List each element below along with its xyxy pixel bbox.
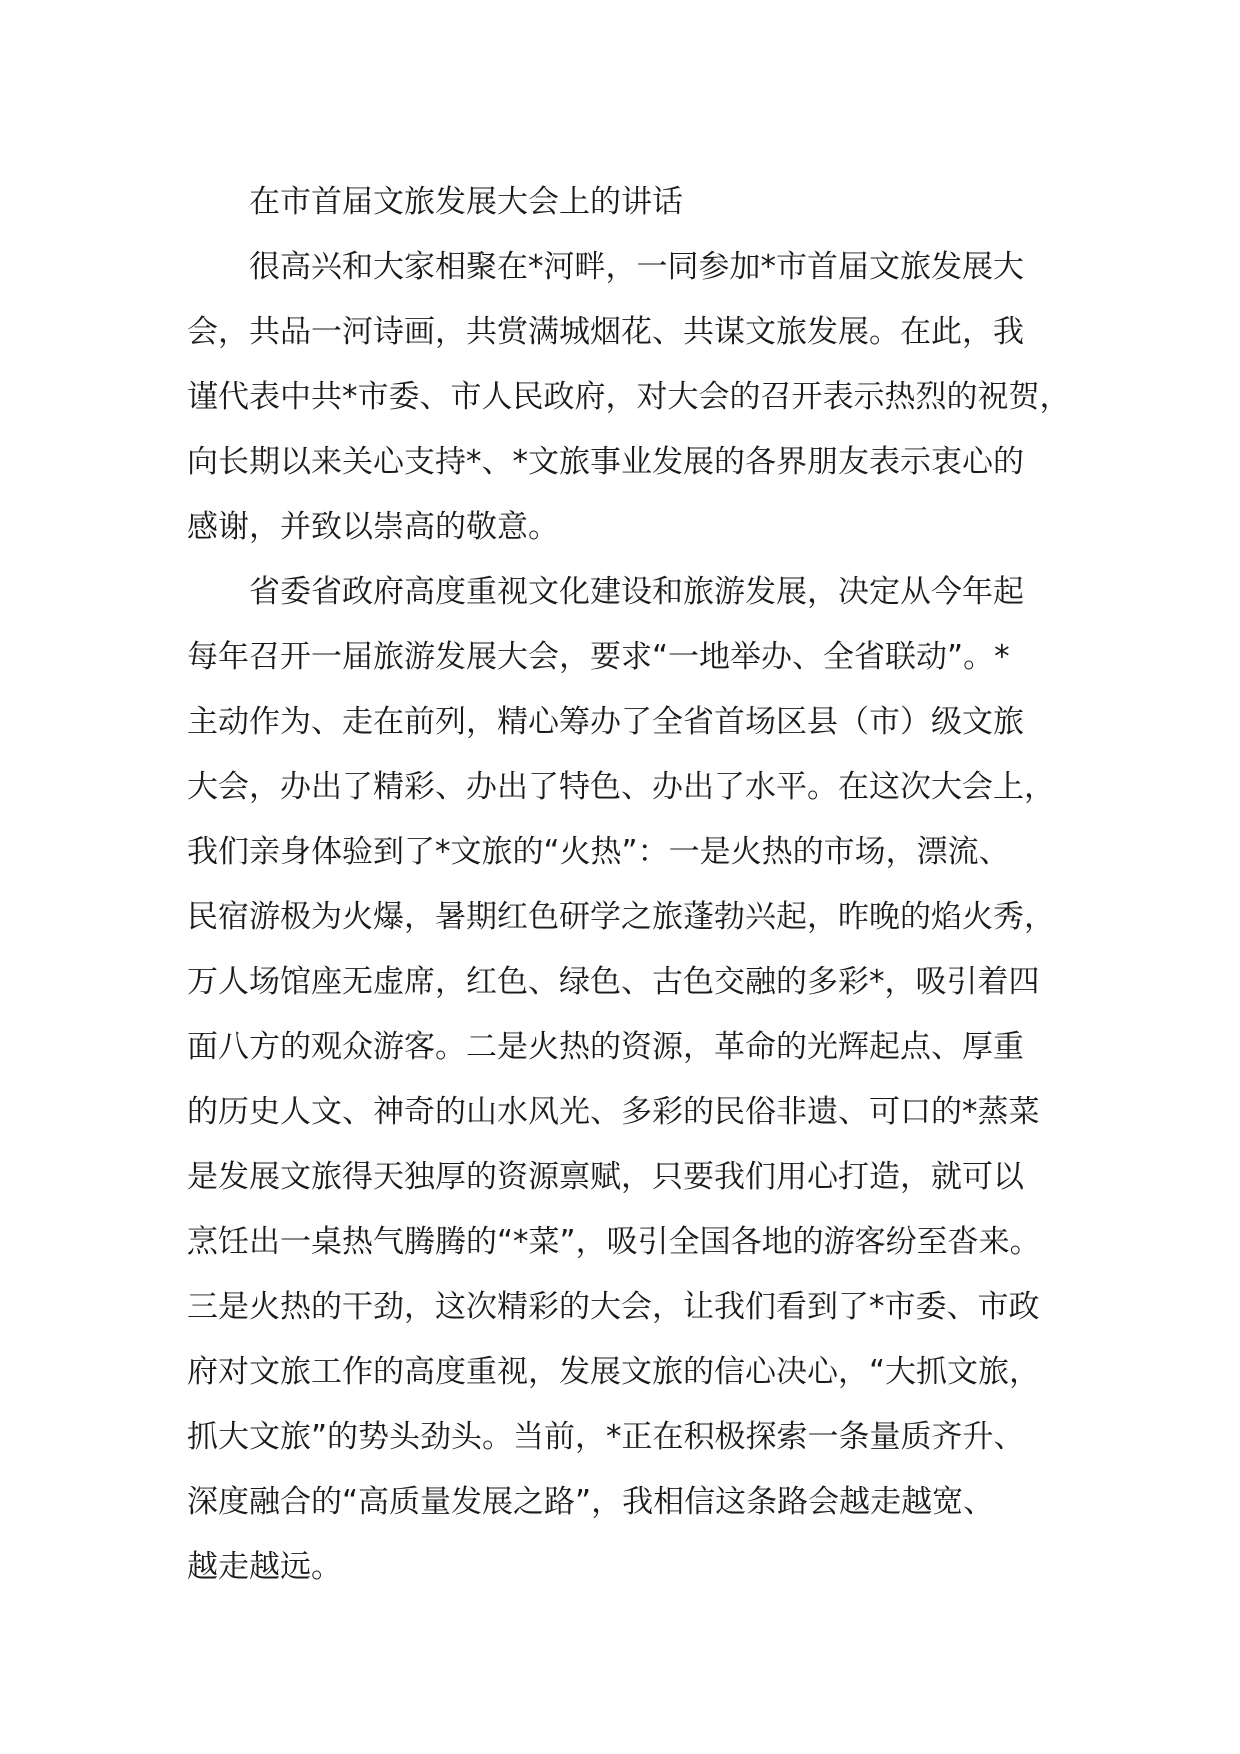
paragraph-line: 每年召开一届旅游发展大会，要求“一地举办、全省联动”。* (187, 639, 1010, 675)
paragraph-line: 是发展文旅得天独厚的资源禀赋，只要我们用心打造，就可以 (187, 1159, 1024, 1195)
document-title: 在市首届文旅发展大会上的讲话 (249, 184, 683, 220)
paragraph-line: 三是火热的干劲，这次精彩的大会，让我们看到了*市委、市政 (187, 1289, 1040, 1325)
paragraph-line: 感谢，并致以崇高的敬意。 (187, 509, 559, 545)
paragraph-line: 主动作为、走在前列，精心筹办了全省首场区县（市）级文旅 (187, 704, 1024, 740)
paragraph-line: 府对文旅工作的高度重视，发展文旅的信心决心，“大抓文旅， (187, 1354, 1041, 1390)
paragraph-line: 烹饪出一桌热气腾腾的“*菜”，吸引全国各地的游客纷至沓来。 (187, 1224, 1041, 1260)
document-body (187, 170, 1087, 1600)
paragraph-line: 很高兴和大家相聚在*河畔，一同参加*市首届文旅发展大 (249, 249, 1024, 285)
paragraph-line: 民宿游极为火爆，暑期红色研学之旅蓬勃兴起，昨晚的焰火秀， (187, 899, 1055, 935)
paragraph-line: 省委省政府高度重视文化建设和旅游发展，决定从今年起 (249, 574, 1024, 610)
paragraph-1 (187, 235, 1087, 560)
paragraph-line: 大会，办出了精彩、办出了特色、办出了水平。在这次大会上， (187, 769, 1055, 805)
paragraph-line: 的历史人文、神奇的山水风光、多彩的民俗非遗、可口的*蒸菜 (187, 1094, 1040, 1130)
paragraph-line: 越走越远。 (187, 1549, 342, 1585)
paragraph-2 (187, 560, 1087, 1600)
paragraph-line: 深度融合的“高质量发展之路”，我相信这条路会越走越宽、 (187, 1484, 995, 1520)
paragraph-line: 会，共品一河诗画，共赏满城烟花、共谋文旅发展。在此，我 (187, 314, 1024, 350)
paragraph-line: 抓大文旅”的势头劲头。当前，*正在积极探索一条量质齐升、 (187, 1419, 1025, 1455)
paragraph-line: 谨代表中共*市委、市人民政府，对大会的召开表示热烈的祝贺， (187, 379, 1071, 415)
paragraph-line: 面八方的观众游客。二是火热的资源，革命的光辉起点、厚重 (187, 1029, 1024, 1065)
paragraph-line: 向长期以来关心支持*、*文旅事业发展的各界朋友表示衷心的 (187, 444, 1024, 480)
paragraph-line: 万人场馆座无虚席，红色、绿色、古色交融的多彩*，吸引着四 (187, 964, 1040, 1000)
paragraph-line: 我们亲身体验到了*文旅的“火热”：一是火热的市场，漂流、 (187, 834, 1010, 870)
